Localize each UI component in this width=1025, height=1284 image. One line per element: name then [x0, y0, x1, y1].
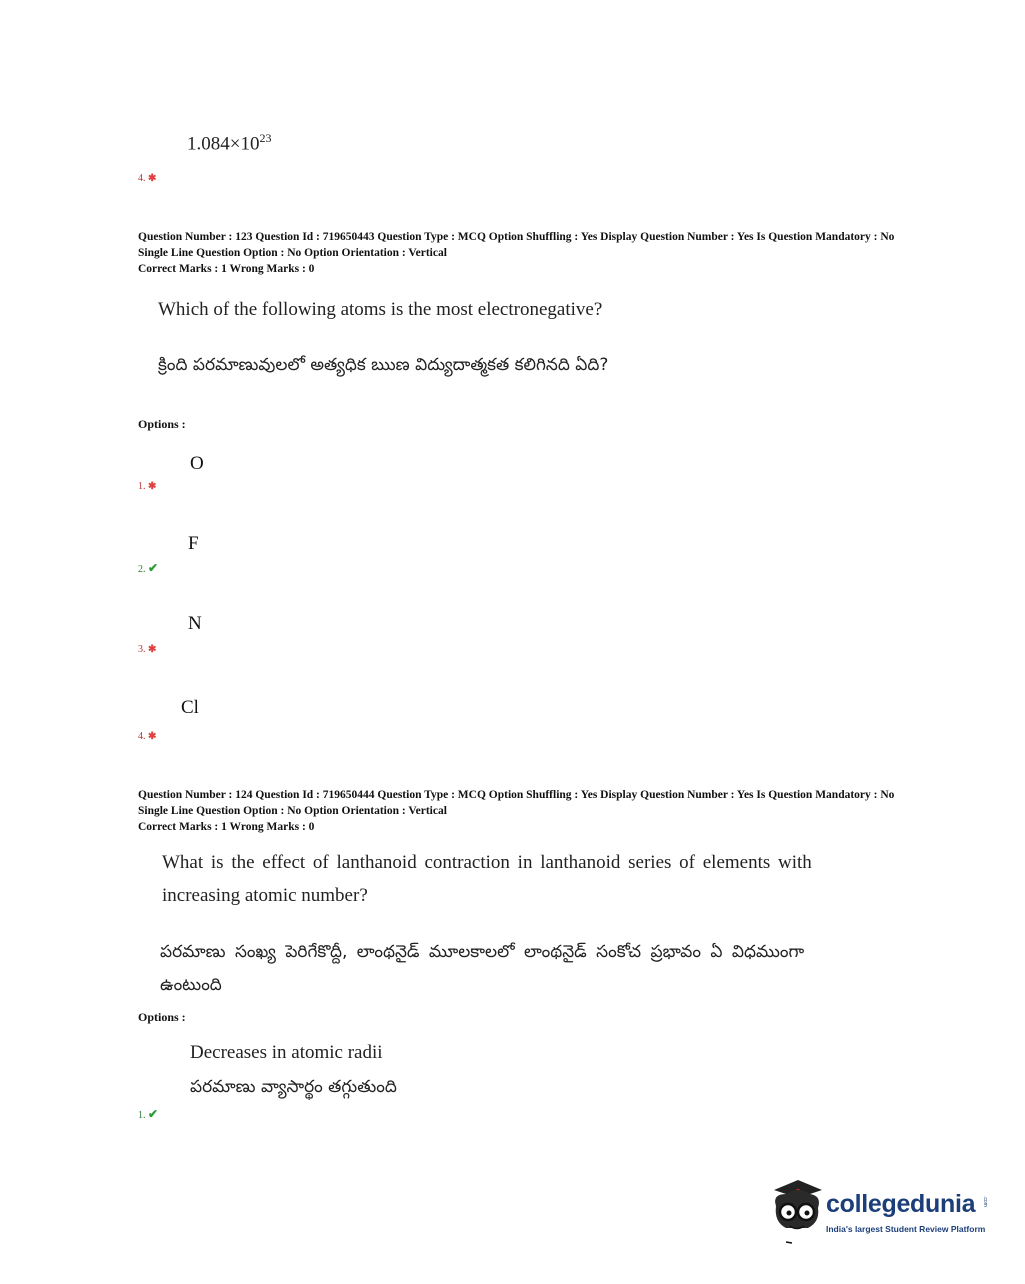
q123-question-te: క్రింది పరమాణువులలో అత్యధిక ఋణ విద్యుదాత్మకత కలిగినది ఏది? — [158, 355, 609, 375]
cross-mark-icon: ✱ — [148, 173, 157, 184]
student-mascot-icon — [768, 1176, 826, 1246]
logo-wordmark: collegedunia — [826, 1190, 976, 1218]
logo-suffix: .com — [982, 1196, 988, 1207]
q124-meta: Question Number : 124 Question Id : 719650444 Question Type : MCQ Option Shuffling : Yes Display Question Number : Yes Is Question Mandatory : No Single Line Question Option : No Option Orientation : Vertical — [138, 789, 895, 817]
q124-option-1-te: పరమాణు వ్యాసార్థం తగ్గుతుంది — [190, 1077, 397, 1097]
prev-option-value: $1.084\times 10^{23}$ — [187, 131, 272, 155]
q123-option-1-label: 1. ✱ — [138, 481, 157, 492]
q123-option-3-label: 3. ✱ — [138, 644, 157, 655]
check-mark-icon: ✔ — [148, 1107, 159, 1121]
q124-question-te-line2: ఉంటుంది — [160, 975, 222, 995]
logo-tagline: India's largest Student Review Platform — [826, 1224, 986, 1234]
q124-options-heading: Options : — [138, 1010, 186, 1024]
q123-option-4-label: 4. ✱ — [138, 731, 157, 742]
collegedunia-logo — [768, 1176, 993, 1246]
q124-option-1-en: Decreases in atomic radii — [190, 1042, 383, 1063]
q123-meta: Question Number : 123 Question Id : 719650443 Question Type : MCQ Option Shuffling : Yes Display Question Number : Yes Is Question Mandatory : No Single Line Question Option : No Option Orientation : Vertical — [138, 231, 895, 259]
q124-marks: Correct Marks : 1 Wrong Marks : 0 — [138, 821, 315, 833]
q123-marks: Correct Marks : 1 Wrong Marks : 0 — [138, 263, 315, 275]
cross-mark-icon: ✱ — [148, 644, 157, 655]
q123-option-2-value: F — [188, 533, 199, 554]
cross-mark-icon: ✱ — [148, 481, 157, 492]
q123-question-en: Which of the following atoms is the most electronegative? — [158, 299, 603, 320]
q124-question-en-line2: increasing atomic number? — [162, 885, 368, 906]
prev-option-label: 4. ✱ — [138, 173, 157, 184]
q123-option-1-value: O — [190, 453, 204, 474]
q124-question-te-line1: పరమాణు సంఖ్య పెరిగేకొద్దీ, లాంథనైడ్ మూలకాలలో లాంథనైడ్ సంకోచ ప్రభావం ఏ విధముంగా — [160, 942, 805, 962]
check-mark-icon: ✔ — [148, 561, 159, 575]
q123-option-4-value: Cl — [181, 697, 199, 718]
q124-question-en-line1: What is the effect of lanthanoid contraction in lanthanoid series of elements with — [162, 852, 812, 873]
cross-mark-icon: ✱ — [148, 731, 157, 742]
q124-option-1-label: 1. ✔ — [138, 1107, 159, 1121]
q123-option-2-label: 2. ✔ — [138, 561, 159, 575]
q123-option-3-value: N — [188, 613, 202, 634]
q123-options-heading: Options : — [138, 417, 186, 431]
